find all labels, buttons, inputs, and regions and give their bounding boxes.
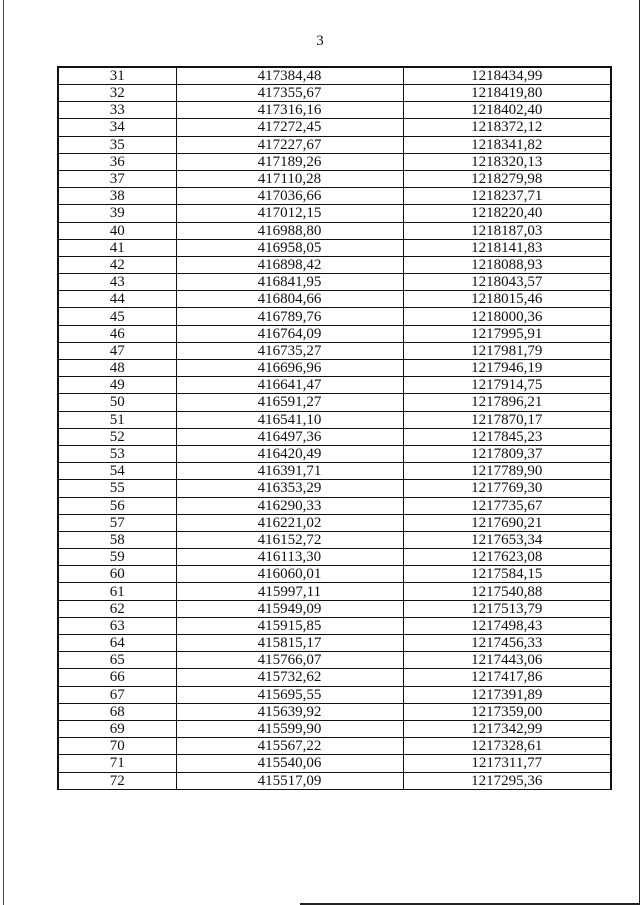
x-coordinate-cell: 416988,80 [176, 222, 403, 239]
x-coordinate-cell: 416641,47 [176, 377, 403, 394]
point-number-cell: 68 [58, 703, 176, 720]
y-coordinate-cell: 1217690,21 [403, 514, 611, 531]
table-row [58, 119, 611, 136]
point-number-cell: 51 [58, 411, 176, 428]
page-number: 3 [316, 33, 324, 49]
point-number-cell: 40 [58, 222, 176, 239]
x-coordinate-cell: 417189,26 [176, 153, 403, 170]
coordinates-table-body [58, 67, 611, 789]
y-coordinate-cell: 1217295,36 [403, 772, 611, 789]
point-number-cell: 52 [58, 428, 176, 445]
point-number-cell: 66 [58, 669, 176, 686]
x-coordinate-cell: 415517,09 [176, 772, 403, 789]
x-coordinate-cell: 416152,72 [176, 531, 403, 548]
x-coordinate-cell: 415599,90 [176, 720, 403, 737]
y-coordinate-cell: 1217735,67 [403, 497, 611, 514]
point-number-cell: 41 [58, 239, 176, 256]
x-coordinate-cell: 416898,42 [176, 256, 403, 273]
table-row [58, 738, 611, 755]
point-number-cell: 34 [58, 119, 176, 136]
table-row [58, 720, 611, 737]
y-coordinate-cell: 1217809,37 [403, 445, 611, 462]
table-row [58, 153, 611, 170]
point-number-cell: 64 [58, 635, 176, 652]
table-row [58, 325, 611, 342]
x-coordinate-cell: 416591,27 [176, 394, 403, 411]
y-coordinate-cell: 1218000,36 [403, 308, 611, 325]
x-coordinate-cell: 417012,15 [176, 205, 403, 222]
point-number-cell: 69 [58, 720, 176, 737]
x-coordinate-cell: 416958,05 [176, 239, 403, 256]
x-coordinate-cell: 416764,09 [176, 325, 403, 342]
point-number-cell: 38 [58, 188, 176, 205]
y-coordinate-cell: 1218279,98 [403, 170, 611, 187]
y-coordinate-cell: 1218187,03 [403, 222, 611, 239]
point-number-cell: 56 [58, 497, 176, 514]
point-number-cell: 37 [58, 170, 176, 187]
table-row [58, 256, 611, 273]
point-number-cell: 39 [58, 205, 176, 222]
table-row [58, 463, 611, 480]
y-coordinate-cell: 1217845,23 [403, 428, 611, 445]
point-number-cell: 32 [58, 85, 176, 102]
y-coordinate-cell: 1217896,21 [403, 394, 611, 411]
point-number-cell: 71 [58, 755, 176, 772]
scan-edge-left [3, 0, 4, 905]
table-row [58, 428, 611, 445]
point-number-cell: 72 [58, 772, 176, 789]
point-number-cell: 49 [58, 377, 176, 394]
y-coordinate-cell: 1217342,99 [403, 720, 611, 737]
table-row [58, 669, 611, 686]
table-row [58, 497, 611, 514]
x-coordinate-cell: 416541,10 [176, 411, 403, 428]
y-coordinate-cell: 1217328,61 [403, 738, 611, 755]
y-coordinate-cell: 1217498,43 [403, 617, 611, 634]
y-coordinate-cell: 1217417,86 [403, 669, 611, 686]
y-coordinate-cell: 1217359,00 [403, 703, 611, 720]
point-number-cell: 31 [58, 67, 176, 85]
point-number-cell: 35 [58, 136, 176, 153]
y-coordinate-cell: 1218141,83 [403, 239, 611, 256]
table-row [58, 531, 611, 548]
table-row [58, 411, 611, 428]
y-coordinate-cell: 1217653,34 [403, 531, 611, 548]
y-coordinate-cell: 1218419,80 [403, 85, 611, 102]
y-coordinate-cell: 1217311,77 [403, 755, 611, 772]
y-coordinate-cell: 1217513,79 [403, 600, 611, 617]
table-row [58, 360, 611, 377]
y-coordinate-cell: 1217914,75 [403, 377, 611, 394]
point-number-cell: 42 [58, 256, 176, 273]
x-coordinate-cell: 416735,27 [176, 342, 403, 359]
point-number-cell: 53 [58, 445, 176, 462]
x-coordinate-cell: 416060,01 [176, 566, 403, 583]
point-number-cell: 33 [58, 102, 176, 119]
table-row [58, 239, 611, 256]
x-coordinate-cell: 416221,02 [176, 514, 403, 531]
table-row [58, 291, 611, 308]
y-coordinate-cell: 1218015,46 [403, 291, 611, 308]
point-number-cell: 67 [58, 686, 176, 703]
x-coordinate-cell: 415949,09 [176, 600, 403, 617]
x-coordinate-cell: 415815,17 [176, 635, 403, 652]
table-row [58, 652, 611, 669]
table-row [58, 394, 611, 411]
y-coordinate-cell: 1218088,93 [403, 256, 611, 273]
x-coordinate-cell: 417316,16 [176, 102, 403, 119]
y-coordinate-cell: 1217540,88 [403, 583, 611, 600]
x-coordinate-cell: 417036,66 [176, 188, 403, 205]
table-row [58, 445, 611, 462]
y-coordinate-cell: 1218320,13 [403, 153, 611, 170]
point-number-cell: 61 [58, 583, 176, 600]
y-coordinate-cell: 1217443,06 [403, 652, 611, 669]
point-number-cell: 55 [58, 480, 176, 497]
x-coordinate-cell: 417227,67 [176, 136, 403, 153]
y-coordinate-cell: 1217946,19 [403, 360, 611, 377]
x-coordinate-cell: 415732,62 [176, 669, 403, 686]
x-coordinate-cell: 415639,92 [176, 703, 403, 720]
point-number-cell: 45 [58, 308, 176, 325]
point-number-cell: 47 [58, 342, 176, 359]
point-number-cell: 58 [58, 531, 176, 548]
y-coordinate-cell: 1217981,79 [403, 342, 611, 359]
y-coordinate-cell: 1218341,82 [403, 136, 611, 153]
point-number-cell: 44 [58, 291, 176, 308]
y-coordinate-cell: 1217769,30 [403, 480, 611, 497]
y-coordinate-cell: 1217623,08 [403, 549, 611, 566]
point-number-cell: 70 [58, 738, 176, 755]
point-number-cell: 62 [58, 600, 176, 617]
x-coordinate-cell: 415567,22 [176, 738, 403, 755]
y-coordinate-cell: 1218434,99 [403, 67, 611, 85]
table-row [58, 617, 611, 634]
x-coordinate-cell: 417384,48 [176, 67, 403, 85]
y-coordinate-cell: 1217789,90 [403, 463, 611, 480]
point-number-cell: 50 [58, 394, 176, 411]
x-coordinate-cell: 416804,66 [176, 291, 403, 308]
point-number-cell: 48 [58, 360, 176, 377]
table-row [58, 67, 611, 85]
point-number-cell: 63 [58, 617, 176, 634]
point-number-cell: 36 [58, 153, 176, 170]
y-coordinate-cell: 1218402,40 [403, 102, 611, 119]
table-row [58, 308, 611, 325]
table-row [58, 85, 611, 102]
y-coordinate-cell: 1217391,89 [403, 686, 611, 703]
x-coordinate-cell: 416113,30 [176, 549, 403, 566]
x-coordinate-cell: 415540,06 [176, 755, 403, 772]
point-number-cell: 43 [58, 274, 176, 291]
table-row [58, 480, 611, 497]
table-row [58, 205, 611, 222]
x-coordinate-cell: 415997,11 [176, 583, 403, 600]
x-coordinate-cell: 417272,45 [176, 119, 403, 136]
x-coordinate-cell: 417355,67 [176, 85, 403, 102]
x-coordinate-cell: 416497,36 [176, 428, 403, 445]
x-coordinate-cell: 417110,28 [176, 170, 403, 187]
y-coordinate-cell: 1217870,17 [403, 411, 611, 428]
table-row [58, 514, 611, 531]
point-number-cell: 54 [58, 463, 176, 480]
x-coordinate-cell: 416420,49 [176, 445, 403, 462]
table-row [58, 102, 611, 119]
table-row [58, 600, 611, 617]
point-number-cell: 57 [58, 514, 176, 531]
x-coordinate-cell: 415695,55 [176, 686, 403, 703]
x-coordinate-cell: 416353,29 [176, 480, 403, 497]
table-row [58, 703, 611, 720]
y-coordinate-cell: 1217995,91 [403, 325, 611, 342]
point-number-cell: 65 [58, 652, 176, 669]
x-coordinate-cell: 416789,76 [176, 308, 403, 325]
x-coordinate-cell: 416696,96 [176, 360, 403, 377]
table-row [58, 136, 611, 153]
x-coordinate-cell: 415766,07 [176, 652, 403, 669]
y-coordinate-cell: 1217584,15 [403, 566, 611, 583]
y-coordinate-cell: 1218237,71 [403, 188, 611, 205]
table-row [58, 377, 611, 394]
x-coordinate-cell: 416391,71 [176, 463, 403, 480]
table-row [58, 635, 611, 652]
y-coordinate-cell: 1218220,40 [403, 205, 611, 222]
table-row [58, 772, 611, 789]
table-row [58, 583, 611, 600]
table-row [58, 566, 611, 583]
table-row [58, 549, 611, 566]
table-row [58, 222, 611, 239]
table-row [58, 755, 611, 772]
point-number-cell: 59 [58, 549, 176, 566]
y-coordinate-cell: 1217456,33 [403, 635, 611, 652]
table-row [58, 170, 611, 187]
point-number-cell: 60 [58, 566, 176, 583]
y-coordinate-cell: 1218043,57 [403, 274, 611, 291]
x-coordinate-cell: 415915,85 [176, 617, 403, 634]
table-row [58, 274, 611, 291]
coordinates-table [57, 66, 612, 790]
y-coordinate-cell: 1218372,12 [403, 119, 611, 136]
table-row [58, 686, 611, 703]
point-number-cell: 46 [58, 325, 176, 342]
x-coordinate-cell: 416290,33 [176, 497, 403, 514]
table-row [58, 342, 611, 359]
table-row [58, 188, 611, 205]
x-coordinate-cell: 416841,95 [176, 274, 403, 291]
